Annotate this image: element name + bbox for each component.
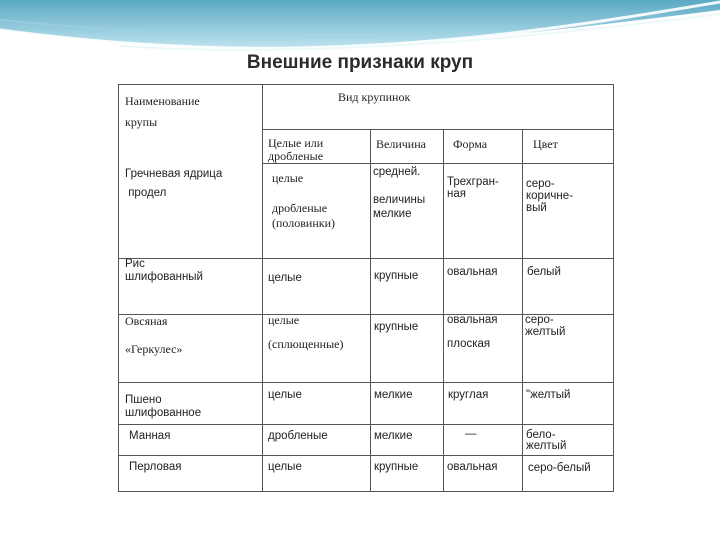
row-1-size: средней. величины мелкие — [373, 166, 426, 220]
header-color: Цвет — [533, 137, 558, 151]
header-shape: Форма — [453, 137, 488, 151]
header-grain-type: Вид крупинок — [338, 90, 411, 104]
row-5-size: мелкие — [374, 430, 413, 442]
row-4-color: "желтый — [526, 389, 571, 401]
row-3-name: Овсяная «Геркулес» — [125, 314, 183, 356]
row-5-color: бело- желтый — [526, 429, 567, 452]
row-5-name: Манная — [129, 430, 171, 442]
row-2-kind: целые — [268, 272, 302, 284]
header-name — [125, 91, 200, 133]
header-name-line2: крупы — [125, 115, 158, 129]
row-4-shape: круглая — [448, 389, 489, 401]
slide-title: Внешние признаки круп — [246, 52, 474, 73]
row-2-color: белый — [527, 266, 561, 278]
row-2-name: Рис шлифованный — [125, 258, 203, 283]
row-6-size: крупные — [374, 461, 419, 473]
row-4-name: Пшено шлифованное — [125, 394, 202, 419]
row-6-name: Перловая — [129, 461, 182, 473]
row-1-kind: целые дробленые (половинки) — [272, 171, 336, 230]
row-4-size: мелкие — [374, 389, 413, 401]
row-2-shape: овальная — [447, 266, 498, 278]
row-1-color: серо- коричне- вый — [526, 178, 573, 214]
header-whole-or-crushed — [268, 137, 323, 163]
row-2-size: крупные — [374, 270, 419, 282]
row-5-kind: дробленые — [268, 430, 328, 442]
row-1-shape: Трехгран- ная — [447, 176, 499, 200]
row-3-kind: целые (сплющенные) — [268, 313, 344, 351]
row-6-shape: овальная — [447, 461, 498, 473]
row-3-size: крупные — [374, 321, 419, 333]
header-name-line1: Наименование — [125, 94, 200, 108]
header-whole-line2: дробленые — [268, 149, 324, 163]
row-5-shape: — — [465, 428, 477, 440]
row-4-kind: целые — [268, 389, 302, 401]
row-3-color: серо- желтый — [525, 314, 566, 338]
row-3-shape: овальная плоская — [447, 314, 498, 350]
header-size: Величина — [376, 137, 426, 151]
header-whole-line1: Целые или — [268, 136, 324, 150]
row-6-color: серо-белый — [528, 462, 591, 474]
row-6-kind: целые — [268, 461, 302, 473]
row-1-name: Гречневая ядрица продел — [125, 168, 223, 199]
